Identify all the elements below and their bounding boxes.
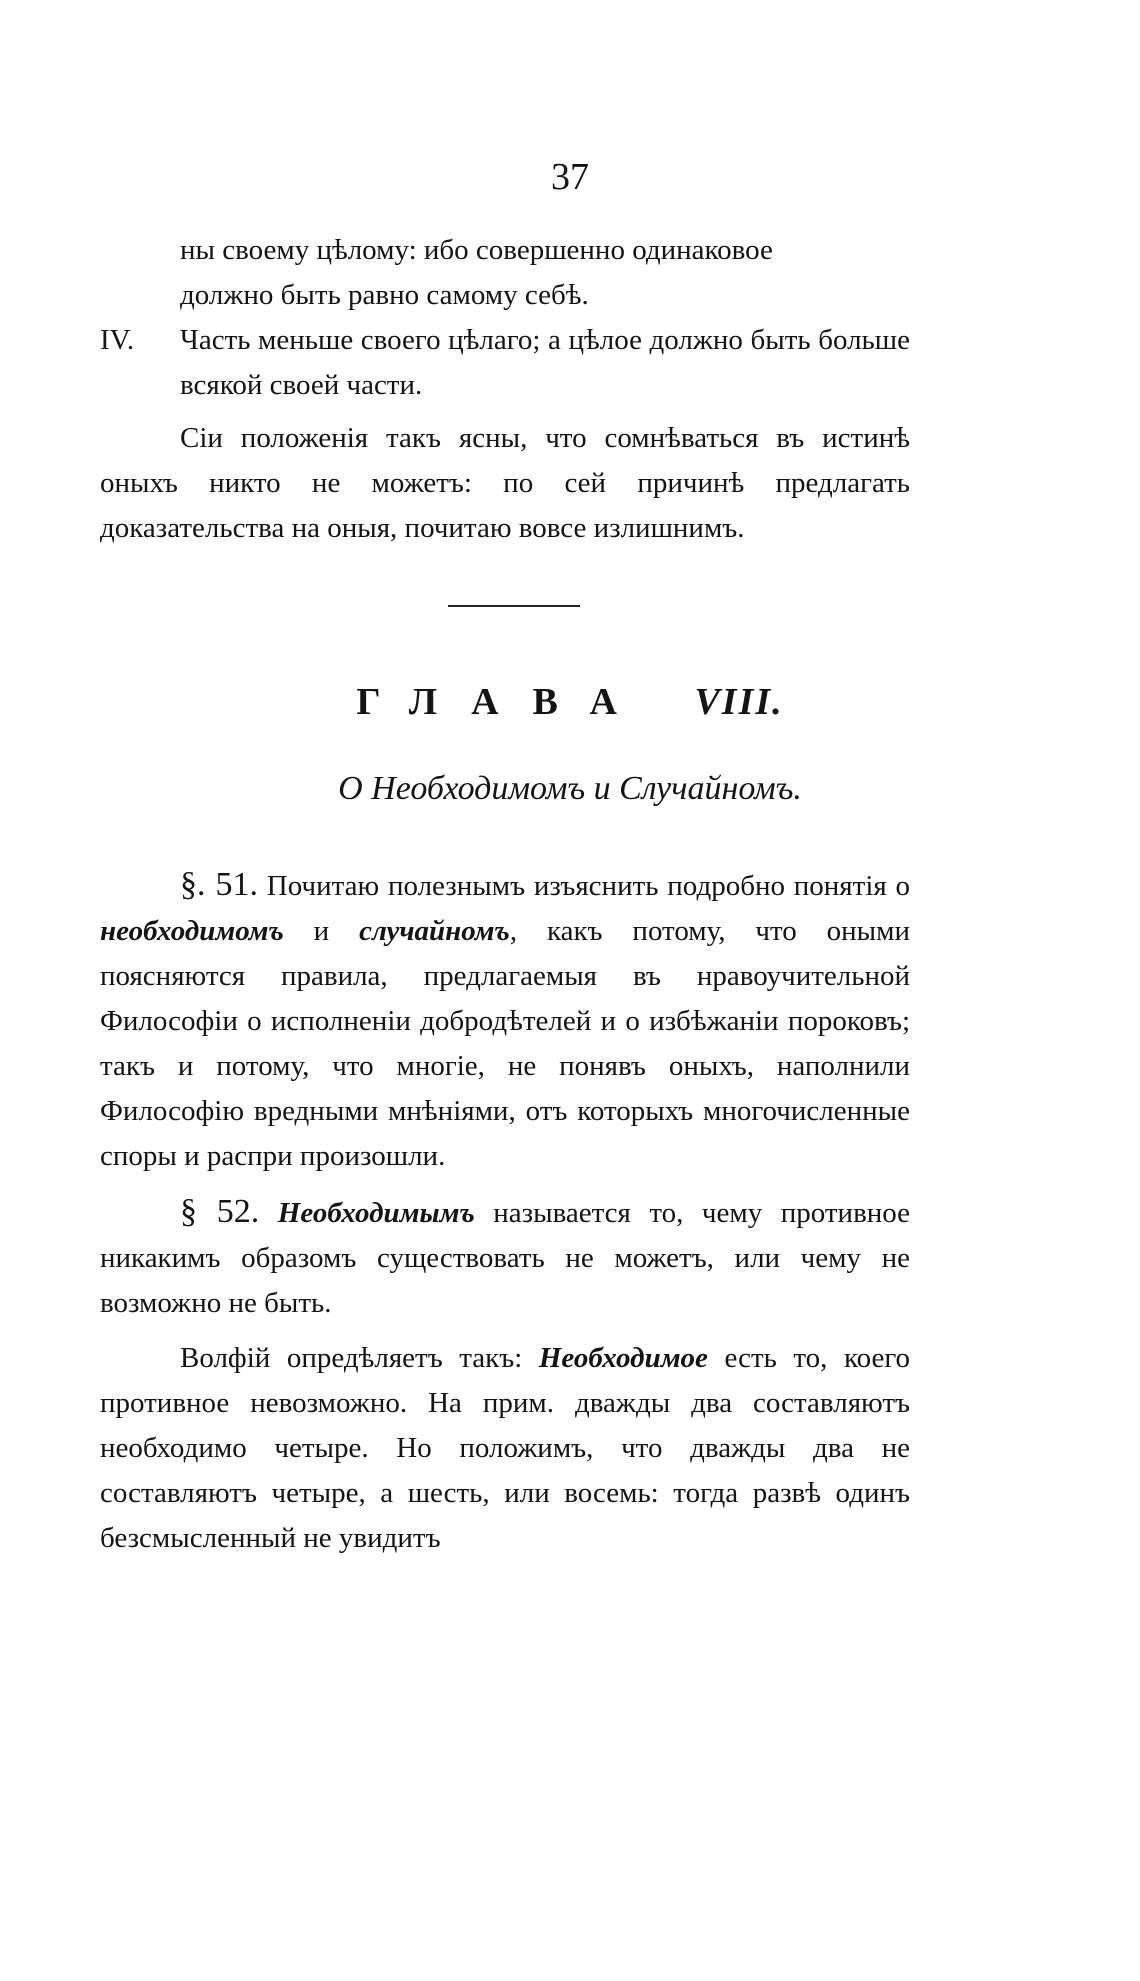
section-51-text: , какъ потому, что оными поясняются правила, предлагаемыя въ нравоучительной Философіи о исполненіи добродѣтелей и о избѣжаніи пороковъ; такъ и потому, что многіе, не понявъ оныхъ, наполнили Философію вредными мнѣніями, отъ которыхъ многочисленные споры и распри произошли. (100, 915, 910, 1172)
chapter-subtitle: О Необходимомъ и Случайномъ. (338, 770, 802, 807)
chapter-heading (0, 680, 1140, 724)
axiom-number: IV. (100, 324, 135, 356)
section-52-paragraph (100, 1189, 910, 1326)
page-body-main (100, 862, 910, 1561)
section-51-mark: §. 51. (180, 866, 259, 903)
section-divider (448, 605, 580, 607)
wolff-text: Волфій опредѣляетъ такъ: (180, 1342, 539, 1374)
axiom-text: Часть меньше своего цѣлаго; а цѣлое должно быть больше всякой своей части. (180, 324, 910, 401)
continued-text-line: должно быть равно самому себѣ. (180, 279, 589, 311)
section-52-text: называется то, чему противное никакимъ образомъ существовать не можетъ, или чему не возможно не быть. (100, 1197, 911, 1319)
page-body-top (100, 228, 910, 551)
wolff-definition-paragraph (100, 1336, 910, 1561)
section-51-paragraph (100, 862, 910, 1179)
section-51-text: Почитаю полезнымъ изъяснить подробно понятія о (258, 870, 910, 902)
chapter-number: VIII. (694, 681, 784, 723)
section-52-mark: § 52. (180, 1193, 260, 1230)
wolff-text: есть то, коего противное невозможно. На прим. дважды два составляютъ необходимо четыре. Но положимъ, что дважды два не составляютъ четыре, а шесть, или восемь: тогда развѣ одинъ безсмысленный не увидитъ (100, 1342, 910, 1554)
chapter-heading-word: ГЛАВА (356, 681, 651, 723)
term-accidental: случайномъ (359, 915, 510, 947)
term-necessary-defined: Необходимымъ (277, 1197, 475, 1229)
term-necessary: необходимомъ (100, 915, 284, 947)
section-51-text: и (283, 915, 360, 947)
continued-text-line: ны своему цѣлому: ибо совершенно одинаковое (180, 234, 773, 266)
term-necessary-wolff: Необходимое (538, 1342, 708, 1374)
page-number: 37 (551, 156, 589, 198)
axiom-item (100, 318, 910, 408)
conclusion-paragraph: Сіи положенія такъ ясны, что сомнѣваться въ истинѣ оныхъ никто не можетъ: по сей причинѣ предлагать доказательства на оныя, почитаю вовсе излишнимъ. (100, 422, 910, 544)
